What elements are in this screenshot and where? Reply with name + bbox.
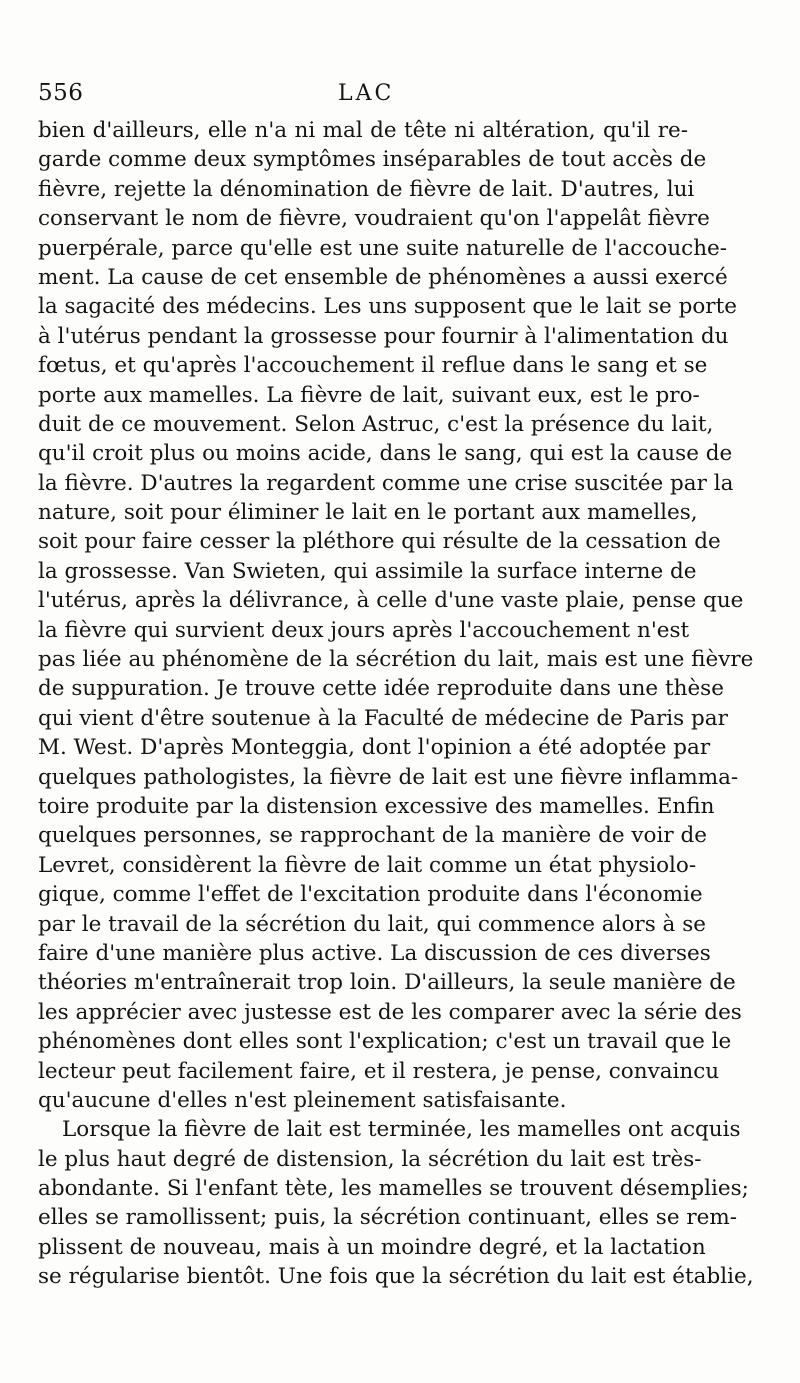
text-line: théories m'entraînerait trop loin. D'ailleurs, la seule manière de bbox=[38, 970, 736, 996]
text-line: puerpérale, parce qu'elle est une suite naturelle de l'accouche- bbox=[38, 235, 728, 261]
text-line: elles se ramollissent; puis, la sécrétion continuant, elles se rem- bbox=[38, 1205, 738, 1231]
text-line: quelques personnes, se rapprochant de la manière de voir de bbox=[38, 823, 707, 849]
text-line: de suppuration. Je trouve cette idée reproduite dans une thèse bbox=[38, 676, 724, 702]
text-line: à l'utérus pendant la grossesse pour fournir à l'alimentation du bbox=[38, 323, 729, 349]
text-line: les apprécier avec justesse est de les comparer avec la série des bbox=[38, 999, 742, 1025]
text-line: plissent de nouveau, mais à un moindre degré, et la lactation bbox=[38, 1234, 706, 1260]
text-line: garde comme deux symptômes inséparables de tout accès de bbox=[38, 147, 707, 173]
text-line: Levret, considèrent la fièvre de lait comme un état physiolo- bbox=[38, 852, 697, 878]
text-line: ment. La cause de cet ensemble de phénomènes a aussi exercé bbox=[38, 264, 728, 290]
text-line: fièvre, rejette la dénomination de fièvre de lait. D'autres, lui bbox=[38, 176, 695, 202]
text-line: le plus haut degré de distension, la sécrétion du lait est très- bbox=[38, 1146, 702, 1172]
text-line: pas liée au phénomène de la sécrétion du lait, mais est une fièvre bbox=[38, 647, 754, 673]
text-line: toire produite par la distension excessive des mamelles. Enfin bbox=[38, 793, 715, 819]
text-line: fœtus, et qu'après l'accouchement il reflue dans le sang et se bbox=[38, 353, 708, 379]
text-line: phénomènes dont elles sont l'explication; c'est un travail que le bbox=[38, 1029, 732, 1055]
text-line: la grossesse. Van Swieten, qui assimile la surface interne de bbox=[38, 558, 697, 584]
text-line: qui vient d'être soutenue à la Faculté de médecine de Paris par bbox=[38, 705, 728, 731]
text-line: porte aux mamelles. La fièvre de lait, suivant eux, est le pro- bbox=[38, 382, 700, 408]
text-line: la fièvre qui survient deux jours après l'accouchement n'est bbox=[38, 617, 690, 643]
text-line: gique, comme l'effet de l'excitation produite dans l'économie bbox=[38, 882, 703, 908]
text-line: quelques pathologistes, la fièvre de lait est une fièvre inflamma- bbox=[38, 764, 739, 790]
text-line: duit de ce mouvement. Selon Astruc, c'est la présence du lait, bbox=[38, 411, 714, 437]
text-line: qu'il croit plus ou moins acide, dans le sang, qui est la cause de bbox=[38, 441, 733, 467]
body-text bbox=[38, 116, 754, 1292]
text-line: nature, soit pour éliminer le lait en le portant aux mamelles, bbox=[38, 500, 698, 526]
text-line: conservant le nom de fièvre, voudraient qu'on l'appelât fièvre bbox=[38, 206, 710, 232]
text-line: par le travail de la sécrétion du lait, qui commence alors à se bbox=[38, 911, 706, 937]
page-number: 556 bbox=[38, 80, 84, 106]
text-line: qu'aucune d'elles n'est pleinement satisfaisante. bbox=[38, 1087, 567, 1113]
text-line: la fièvre. D'autres la regardent comme une crise suscitée par la bbox=[38, 470, 734, 496]
text-line: l'utérus, après la délivrance, à celle d'une vaste plaie, pense que bbox=[38, 588, 744, 614]
page-header bbox=[38, 80, 688, 110]
running-head: LAC bbox=[338, 81, 395, 106]
text-line: se régularise bientôt. Une fois que la sécrétion du lait est établie, bbox=[38, 1264, 754, 1290]
text-line: lecteur peut facilement faire, et il restera, je pense, convaincu bbox=[38, 1058, 720, 1084]
text-line: faire d'une manière plus active. La discussion de ces diverses bbox=[38, 940, 711, 966]
text-line: M. West. D'après Monteggia, dont l'opinion a été adoptée par bbox=[38, 735, 711, 761]
text-line: Lorsque la fièvre de lait est terminée, les mamelles ont acquis bbox=[62, 1117, 741, 1143]
text-line: abondante. Si l'enfant tète, les mamelles se trouvent désemplies; bbox=[38, 1176, 749, 1202]
text-line: soit pour faire cesser la pléthore qui résulte de la cessation de bbox=[38, 529, 721, 555]
text-line: la sagacité des médecins. Les uns supposent que le lait se porte bbox=[38, 294, 737, 320]
text-line: bien d'ailleurs, elle n'a ni mal de tête ni altération, qu'il re- bbox=[38, 118, 688, 143]
